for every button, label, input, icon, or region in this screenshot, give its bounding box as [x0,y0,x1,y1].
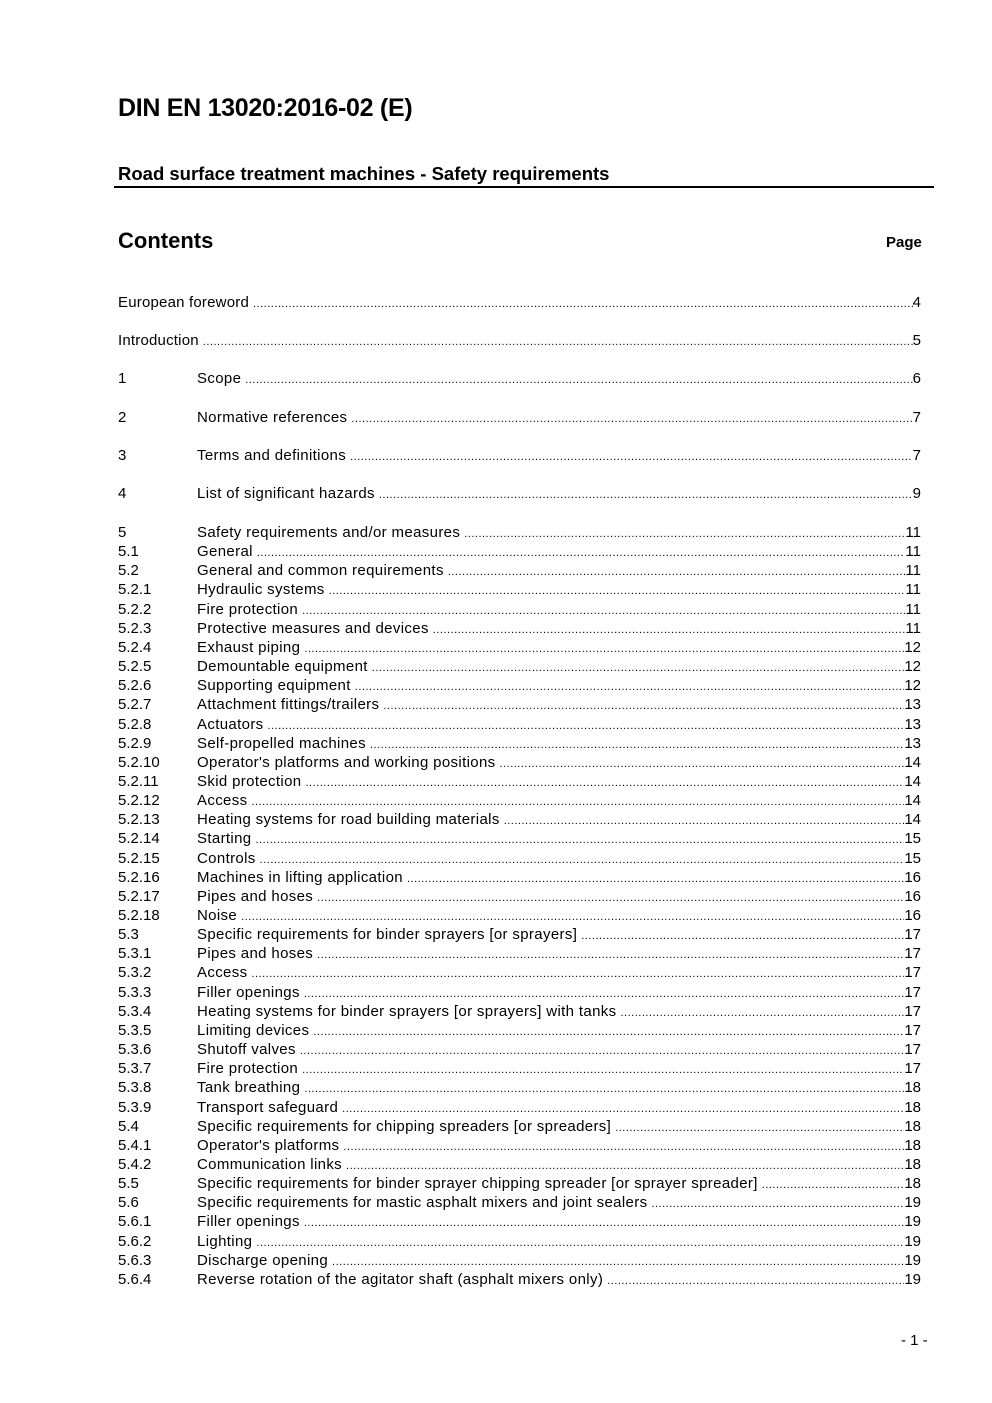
toc-dot-leader [251,793,904,812]
contents-heading: Contents [118,228,214,253]
toc-entry-page: 18 [904,1079,921,1097]
toc-entry-title: Pipes and hoses [197,945,314,963]
toc-entry[interactable] [118,619,921,638]
toc-entry-title: Protective measures and devices [197,619,429,637]
toc-entry-page: 14 [904,772,921,790]
toc-entry[interactable] [118,963,921,982]
toc-dot-leader [304,985,905,1004]
toc-entry-page: 11 [905,543,921,561]
toc-entry[interactable] [118,1021,921,1040]
toc-entry-number: 5.2.14 [118,830,160,848]
toc-entry-number: 3 [118,447,127,464]
toc-dot-leader [317,946,904,965]
toc-entry-title: Tank breathing [197,1079,301,1097]
toc-entry-title: Actuators [197,715,264,733]
toc-entry[interactable] [118,887,921,906]
toc-entry-title: European foreword [118,294,249,311]
toc-entry[interactable] [118,331,921,350]
toc-dot-leader [762,1176,905,1195]
toc-dot-leader [407,870,904,889]
toc-entry-number: 2 [118,409,127,426]
toc-entry[interactable] [118,695,921,714]
toc-entry-page: 19 [904,1270,921,1288]
toc-entry-number: 5.2.10 [118,753,160,771]
toc-entry-page: 14 [904,792,921,810]
toc-entry-number: 5.2.17 [118,887,160,905]
toc-dot-leader [620,1004,904,1023]
toc-dot-leader [268,717,905,736]
toc-entry-number: 5.6.2 [118,1232,152,1250]
toc-entry-page: 7 [912,409,921,426]
toc-entry-title: Exhaust piping [197,638,301,656]
toc-entry[interactable] [118,561,921,580]
toc-entry[interactable] [118,868,921,887]
toc-entry-title: Shutoff valves [197,1041,296,1059]
toc-entry-title: Specific requirements for binder sprayers [or sprayers] [197,926,578,944]
toc-dot-leader [251,965,904,984]
footer-page-number: - 1 - [901,1332,928,1349]
toc-entry-page: 18 [904,1098,921,1116]
toc-entry-title: Scope [197,370,242,387]
toc-entry-number: 5 [118,524,127,541]
toc-entry-page: 6 [912,370,921,387]
toc-entry-page: 17 [904,1060,921,1078]
toc-entry-page: 18 [904,1175,921,1193]
toc-entry[interactable] [118,1251,921,1270]
toc-dot-leader [581,927,904,946]
toc-entry-page: 17 [904,1021,921,1039]
toc-dot-leader [370,736,904,755]
toc-entry-title: Reverse rotation of the agitator shaft (asphalt mixers only) [197,1270,604,1288]
toc-dot-leader [305,774,904,793]
toc-entry-title: Supporting equipment [197,677,351,695]
toc-entry-number: 5.3.1 [118,945,152,963]
toc-entry-number: 5.2.12 [118,792,160,810]
toc-entry-number: 5.4.1 [118,1136,152,1154]
toc-entry-title: General and common requirements [197,562,444,580]
toc-entry-title: Fire protection [197,1060,299,1078]
toc-entry-number: 5.3.4 [118,1002,152,1020]
toc-entry-number: 5.3.3 [118,983,152,1001]
toc-entry[interactable] [118,600,921,619]
toc-entry-page: 11 [905,600,921,618]
toc-entry-page: 7 [912,447,921,464]
toc-entry-title: Skid protection [197,772,302,790]
toc-entry-page: 4 [912,294,921,311]
toc-entry-number: 5.5 [118,1175,139,1193]
toc-dot-leader [342,1100,904,1119]
toc-entry[interactable] [118,1078,921,1097]
toc-entry-page: 17 [904,945,921,963]
toc-entry-number: 5.6.3 [118,1251,152,1269]
toc-entry-page: 5 [912,332,921,349]
document-subtitle: Road surface treatment machines - Safety requirements [118,163,610,184]
toc-dot-leader [313,1023,904,1042]
toc-entry-page: 16 [904,887,921,905]
toc-entry-title: Terms and definitions [197,447,347,464]
toc-entry-title: Lighting [197,1232,253,1250]
toc-dot-leader [379,486,913,505]
toc-entry-number: 5.2.6 [118,677,152,695]
toc-entry-title: Filler openings [197,983,300,1001]
toc-entry[interactable] [118,1002,921,1021]
toc-entry-number: 1 [118,370,127,387]
toc-entry[interactable] [118,580,921,599]
toc-entry-page: 16 [904,907,921,924]
toc-entry-title: Hydraulic systems [197,581,325,599]
toc-dot-leader [256,1234,904,1253]
toc-dot-leader [607,1272,904,1291]
toc-dot-leader [448,563,906,582]
toc-entry[interactable] [118,638,921,657]
toc-entry-number: 5.2 [118,562,139,580]
toc-entry[interactable] [118,753,921,772]
toc-dot-leader [329,582,906,601]
toc-entry-title: Heating systems for binder sprayers [or sprayers] with tanks [197,1002,617,1020]
toc-entry-title: Communication links [197,1155,343,1173]
toc-entry-page: 14 [904,753,921,771]
toc-entry-title: Noise [197,907,238,924]
toc-entry-number: 5.3.2 [118,964,152,982]
toc-entry-number: 4 [118,485,127,502]
toc-entry-number: 5.6.1 [118,1213,152,1231]
toc-entry-title: Fire protection [197,600,299,618]
toc-dot-leader [302,1061,904,1080]
toc-dot-leader [351,410,912,429]
toc-dot-leader [260,851,905,870]
toc-entry[interactable] [118,1040,921,1059]
toc-entry-page: 18 [904,1155,921,1173]
toc-dot-leader [372,659,905,678]
toc-entry[interactable] [118,408,921,427]
toc-entry-number: 5.2.2 [118,600,152,618]
toc-entry-page: 11 [905,619,921,637]
toc-dot-leader [355,678,905,697]
toc-entry-page: 19 [904,1251,921,1269]
toc-entry-page: 13 [904,696,921,714]
toc-dot-leader [304,1080,904,1099]
toc-dot-leader [433,621,906,640]
toc-entry-number: 5.3 [118,926,139,944]
toc-entry[interactable] [118,542,921,561]
toc-entry-page: 15 [904,830,921,848]
toc-entry-number: 5.2.15 [118,849,160,867]
toc-entry-page: 19 [904,1232,921,1250]
toc-entry-page: 12 [904,658,921,676]
toc-entry[interactable] [118,1232,921,1251]
toc-entry-page: 16 [904,868,921,886]
toc-entry-title: Heating systems for road building materials [197,811,500,829]
toc-entry-page: 17 [904,983,921,1001]
toc-dot-leader [304,1214,905,1233]
toc-dot-leader [302,602,905,621]
toc-entry-title: Transport safeguard [197,1098,339,1116]
toc-dot-leader [300,1042,904,1061]
toc-entry[interactable] [118,657,921,676]
toc-dot-leader [383,697,904,716]
toc-entry[interactable] [118,1212,921,1231]
toc-entry-number: 5.6.4 [118,1270,152,1288]
toc-entry-page: 13 [904,715,921,733]
toc-entry-title: Specific requirements for mastic asphalt mixers and joint sealers [197,1194,648,1212]
toc-entry-page: 17 [904,964,921,982]
title-rule [114,186,934,188]
toc-entry-title: Controls [197,849,256,867]
toc-entry[interactable] [118,849,921,868]
toc-dot-leader [253,295,913,314]
toc-entry-number: 5.3.7 [118,1060,152,1078]
document-title: DIN EN 13020:2016-02 (E) [118,94,413,122]
toc-entry[interactable] [118,446,921,465]
toc-entry-page: 11 [905,562,921,580]
toc-entry-title: Access [197,964,248,982]
toc-entry[interactable] [118,810,921,829]
toc-dot-leader [504,812,905,831]
toc-entry-page: 13 [904,734,921,752]
toc-entry-number: 5.3.8 [118,1079,152,1097]
page-column-heading: Page [886,234,922,251]
toc-dot-leader [615,1119,904,1138]
toc-entry-page: 11 [905,581,921,599]
toc-entry[interactable] [118,944,921,963]
toc-entry[interactable] [118,772,921,791]
toc-entry-page: 19 [904,1213,921,1231]
toc-entry-page: 17 [904,1041,921,1059]
toc-entry-title: Filler openings [197,1213,300,1231]
toc-entry-number: 5.3.9 [118,1098,152,1116]
toc-entry[interactable] [118,1270,921,1289]
toc-entry-title: Operator's platforms [197,1136,340,1154]
toc-entry-title: List of significant hazards [197,485,375,502]
toc-entry-number: 5.2.5 [118,658,152,676]
toc-entry-title: Machines in lifting application [197,868,403,886]
toc-entry[interactable] [118,1174,921,1193]
toc-entry-page: 18 [904,1117,921,1135]
toc-entry-page: 11 [905,524,921,541]
toc-entry-title: Specific requirements for chipping spreaders [or spreaders] [197,1117,612,1135]
toc-dot-leader [464,525,905,544]
toc-entry-page: 12 [904,638,921,656]
toc-entry[interactable] [118,1136,921,1155]
toc-entry-title: Pipes and hoses [197,887,314,905]
toc-entry-number: 5.2.11 [118,772,159,790]
toc-entry-number: 5.6 [118,1194,139,1212]
toc-entry[interactable] [118,1155,921,1174]
toc-entry-number: 5.2.16 [118,868,160,886]
toc-entry[interactable] [118,906,921,925]
toc-entry-title: General [197,543,253,561]
toc-dot-leader [343,1138,904,1157]
toc-entry[interactable] [118,1059,921,1078]
toc-entry-number: 5.1 [118,543,139,561]
toc-entry[interactable] [118,715,921,734]
toc-entry-title: Safety requirements and/or measures [197,524,461,541]
toc-entry-number: 5.2.9 [118,734,152,752]
toc-entry[interactable] [118,1117,921,1136]
toc-dot-leader [350,448,913,467]
toc-entry[interactable] [118,925,921,944]
toc-entry[interactable] [118,1098,921,1117]
toc-entry-page: 17 [904,1002,921,1020]
toc-dot-leader [304,640,904,659]
toc-entry-number: 5.2.7 [118,696,152,714]
toc-entry-page: 9 [912,485,921,502]
toc-entry-page: 15 [904,849,921,867]
toc-entry-title: Discharge opening [197,1251,329,1269]
toc-entry-number: 5.2.18 [118,907,160,924]
toc-dot-leader [256,831,905,850]
toc-dot-leader [651,1195,904,1214]
toc-dot-leader [203,333,913,352]
toc-entry[interactable] [118,293,921,312]
toc-entry-title: Operator's platforms and working positions [197,753,496,771]
toc-entry-number: 5.2.8 [118,715,152,733]
toc-entry-title: Normative references [197,409,348,426]
toc-entry-page: 14 [904,811,921,829]
toc-dot-leader [257,544,906,563]
toc-entry-number: 5.2.13 [118,811,160,829]
toc-entry-number: 5.3.5 [118,1021,152,1039]
toc-entry-page: 18 [904,1136,921,1154]
toc-dot-leader [332,1253,904,1272]
toc-entry-title: Specific requirements for binder sprayer chipping spreader [or sprayer spreader] [197,1175,758,1193]
toc-entry-number: 5.4 [118,1117,139,1135]
toc-entry-page: 17 [904,926,921,944]
toc-dot-leader [317,889,904,908]
toc-entry-page: 12 [904,677,921,695]
toc-dot-leader [245,371,912,390]
toc-entry-title: Introduction [118,332,199,349]
toc-dot-leader [346,1157,904,1176]
toc-entry[interactable] [118,791,921,810]
toc-entry-number: 5.2.4 [118,638,152,656]
toc-entry-title: Access [197,792,248,810]
toc-dot-leader [241,908,904,927]
toc-entry[interactable] [118,523,921,542]
toc-entry-title: Attachment fittings/trailers [197,696,380,714]
toc-entry[interactable] [118,1193,921,1212]
toc-dot-leader [500,755,905,774]
toc-entry-title: Starting [197,830,252,848]
toc-entry-number: 5.2.1 [118,581,152,599]
toc-entry-title: Limiting devices [197,1021,310,1039]
toc-entry[interactable] [118,983,921,1002]
toc-entry[interactable] [118,829,921,848]
toc-entry[interactable] [118,369,921,388]
toc-entry[interactable] [118,484,921,503]
toc-entry[interactable] [118,734,921,753]
toc-entry-number: 5.2.3 [118,619,152,637]
toc-entry[interactable] [118,676,921,695]
toc-entry-number: 5.4.2 [118,1155,152,1173]
toc-entry-page: 19 [904,1194,921,1212]
toc-entry-number: 5.3.6 [118,1041,152,1059]
toc-entry-title: Demountable equipment [197,658,368,676]
toc-entry-title: Self-propelled machines [197,734,366,752]
